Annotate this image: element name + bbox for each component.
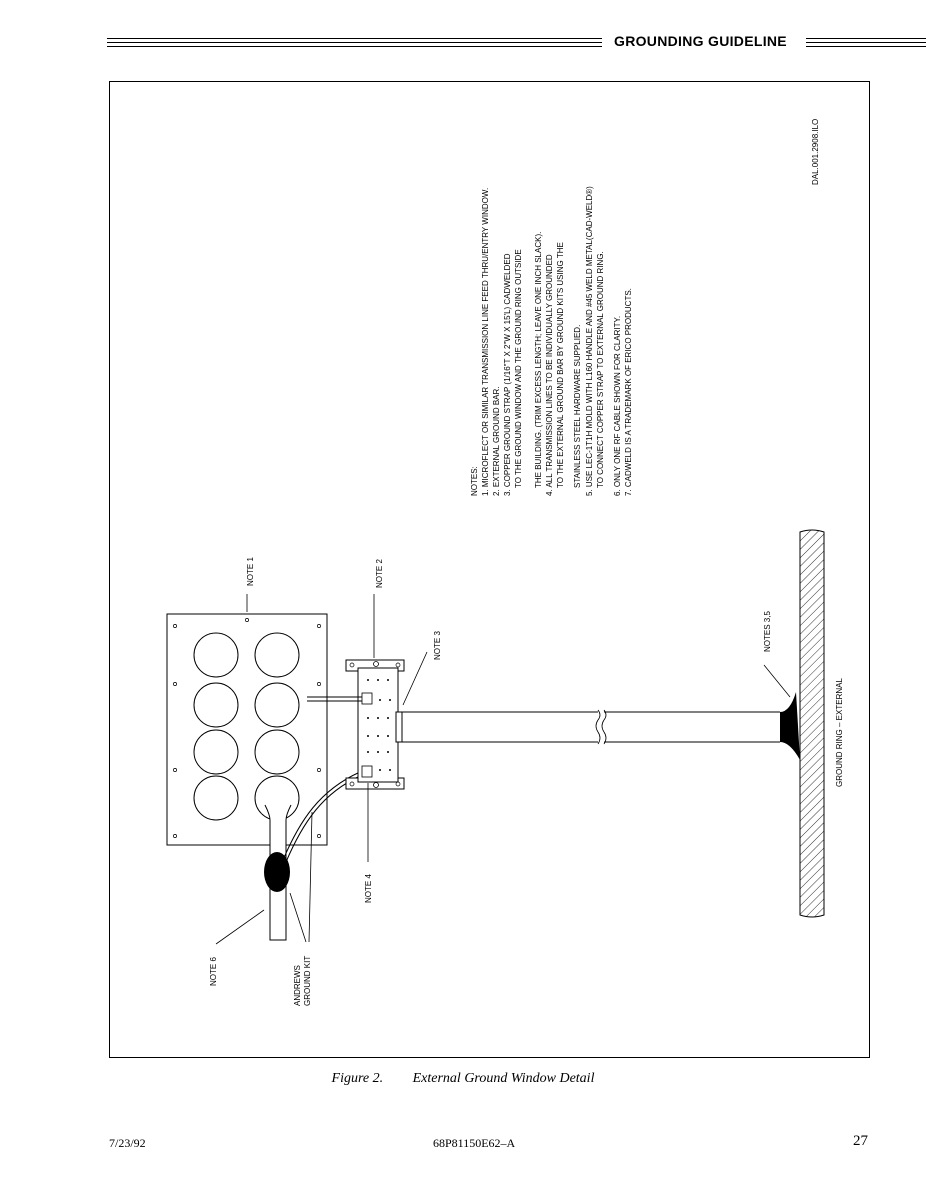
callout-note-4: NOTE 4 [364,874,373,903]
footer-doc-number: 68P81150E62–A [433,1136,516,1150]
callout-note-3: NOTE 3 [433,631,442,660]
callout-note-2: NOTE 2 [375,559,384,588]
note-line-12: 7. CADWELD IS A TRADEMARK OF ERICO PRODUCTS. [624,288,633,496]
header-title: GROUNDING GUIDELINE [614,33,787,49]
callout-note-1: NOTE 1 [246,557,255,586]
callout-andrews-line-2: GROUND KIT [303,955,312,1006]
footer-page-number: 27 [853,1133,868,1149]
notes-block [470,186,633,496]
note-line-11: 6. ONLY ONE RF CABLE SHOWN FOR CLARITY. [613,315,622,496]
figure-caption [0,1071,926,1087]
figure-number: Figure 2. [331,1071,384,1086]
footer-date: 7/23/92 [109,1136,146,1150]
note-line-5: THE BUILDING. (TRIM EXCESS LENGTH; LEAVE ONE INCH SLACK). [534,231,543,488]
note-line-8: STAINLESS STEEL HARDWARE SUPPLIED. [573,324,582,488]
note-line-6: 4. ALL TRANSMISSION LINES TO BE INDIVIDUALLY GROUNDED [545,254,554,496]
external-ground-ring [800,530,824,917]
callout-andrews-line-1: ANDREWS [293,965,302,1006]
note-line-4: TO THE GROUND WINDOW AND THE GROUND RING OUTSIDE [514,249,523,488]
drawing-id-code: DAL.001.2908.ILO [811,118,820,185]
callout-note-6: NOTE 6 [209,957,218,986]
note-line-10: TO CONNECT COPPER STRAP TO EXTERNAL GROUND RING. [596,251,605,488]
note-line-9: 5. USE LEC-1T1H MOLD WITH L160 HANDLE AND #45 WELD METAL(CAD-WELD®) [585,186,594,496]
callout-notes-3-5: NOTES 3,5 [763,611,772,652]
note-line-3: 3. COPPER GROUND STRAP (1/16"T X 2"W X 15'L) CADWELDED [503,253,512,496]
note-line-1: 1. MICROFLECT OR SIMILAR TRANSMISSION LINE FEED THRU/ENTRY WINDOW. [481,187,490,496]
callout-ground-ring: GROUND RING – EXTERNAL [835,678,844,787]
note-line-2: 2. EXTERNAL GROUND BAR. [492,386,501,496]
notes-heading: NOTES: [470,466,479,496]
entry-window-plate [167,614,327,845]
copper-ground-strap [396,692,800,760]
figure-title: External Ground Window Detail [412,1071,595,1086]
note-line-7: TO THE EXTERNAL GROUND BAR BY GROUND KITS USING THE [556,242,565,488]
